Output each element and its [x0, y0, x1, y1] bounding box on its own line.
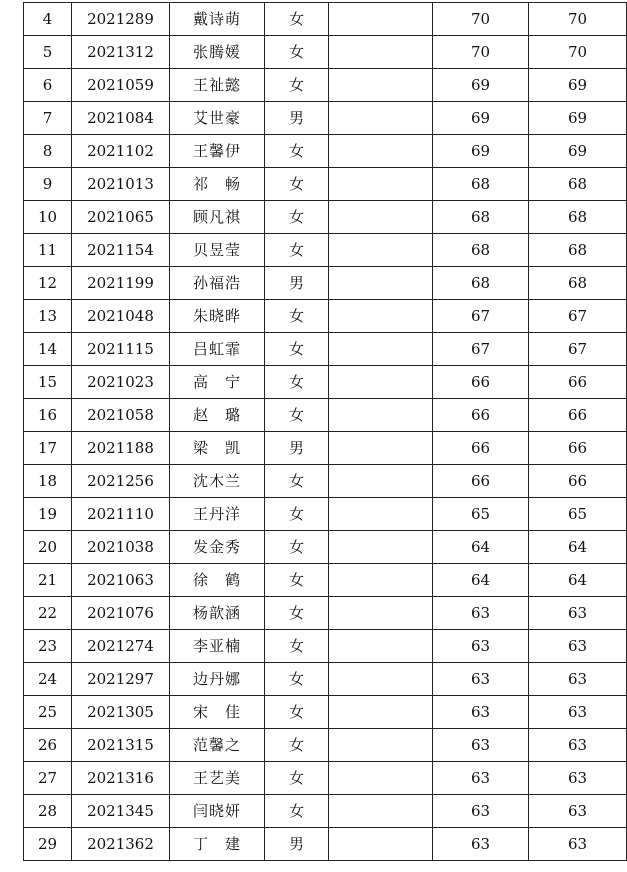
- cell-seq-no: 20: [24, 531, 72, 564]
- cell-name: 边丹娜: [170, 663, 265, 696]
- cell-seq-no: 6: [24, 69, 72, 102]
- cell-seq-no: 18: [24, 465, 72, 498]
- table-row: [24, 564, 627, 597]
- table-row: [24, 333, 627, 366]
- cell-gender: 女: [265, 630, 329, 663]
- cell-gender: 女: [265, 3, 329, 36]
- cell-student-id: 2021362: [72, 828, 170, 861]
- cell-name: 发金秀: [170, 531, 265, 564]
- cell-seq-no: 17: [24, 432, 72, 465]
- cell-total-score: 68: [529, 234, 627, 267]
- cell-score: 64: [433, 531, 529, 564]
- table-row: [24, 234, 627, 267]
- cell-student-id: 2021023: [72, 366, 170, 399]
- cell-score: 69: [433, 135, 529, 168]
- cell-score: 63: [433, 729, 529, 762]
- table-row: [24, 36, 627, 69]
- table-row: [24, 729, 627, 762]
- cell-gender: 女: [265, 564, 329, 597]
- cell-gender: 女: [265, 696, 329, 729]
- cell-seq-no: 14: [24, 333, 72, 366]
- cell-score: 66: [433, 432, 529, 465]
- cell-total-score: 63: [529, 630, 627, 663]
- cell-blank: [329, 465, 433, 498]
- cell-name: 王艺美: [170, 762, 265, 795]
- cell-student-id: 2021076: [72, 597, 170, 630]
- cell-name: 沈木兰: [170, 465, 265, 498]
- cell-blank: [329, 168, 433, 201]
- cell-gender: 女: [265, 135, 329, 168]
- cell-student-id: 2021058: [72, 399, 170, 432]
- cell-name: 王祉懿: [170, 69, 265, 102]
- cell-student-id: 2021110: [72, 498, 170, 531]
- cell-blank: [329, 729, 433, 762]
- cell-gender: 女: [265, 498, 329, 531]
- cell-gender: 男: [265, 828, 329, 861]
- score-table-body: [24, 3, 627, 861]
- cell-blank: [329, 630, 433, 663]
- table-row: [24, 3, 627, 36]
- cell-student-id: 2021297: [72, 663, 170, 696]
- table-row: [24, 267, 627, 300]
- cell-blank: [329, 597, 433, 630]
- cell-student-id: 2021084: [72, 102, 170, 135]
- table-row: [24, 531, 627, 564]
- table-row: [24, 498, 627, 531]
- cell-score: 67: [433, 300, 529, 333]
- cell-total-score: 69: [529, 135, 627, 168]
- cell-student-id: 2021059: [72, 69, 170, 102]
- cell-blank: [329, 69, 433, 102]
- cell-name: 戴诗萌: [170, 3, 265, 36]
- cell-student-id: 2021315: [72, 729, 170, 762]
- cell-score: 63: [433, 795, 529, 828]
- table-row: [24, 432, 627, 465]
- cell-student-id: 2021312: [72, 36, 170, 69]
- cell-gender: 女: [265, 465, 329, 498]
- cell-seq-no: 16: [24, 399, 72, 432]
- cell-gender: 女: [265, 300, 329, 333]
- cell-score: 70: [433, 36, 529, 69]
- cell-blank: [329, 696, 433, 729]
- cell-student-id: 2021065: [72, 201, 170, 234]
- cell-total-score: 67: [529, 333, 627, 366]
- cell-student-id: 2021038: [72, 531, 170, 564]
- cell-seq-no: 11: [24, 234, 72, 267]
- cell-blank: [329, 267, 433, 300]
- cell-seq-no: 7: [24, 102, 72, 135]
- cell-student-id: 2021048: [72, 300, 170, 333]
- cell-student-id: 2021289: [72, 3, 170, 36]
- cell-total-score: 67: [529, 300, 627, 333]
- cell-score: 63: [433, 762, 529, 795]
- cell-name: 艾世豪: [170, 102, 265, 135]
- cell-score: 68: [433, 168, 529, 201]
- cell-seq-no: 26: [24, 729, 72, 762]
- cell-total-score: 63: [529, 597, 627, 630]
- cell-seq-no: 4: [24, 3, 72, 36]
- cell-score: 66: [433, 366, 529, 399]
- cell-blank: [329, 399, 433, 432]
- cell-name: 徐 鹤: [170, 564, 265, 597]
- cell-total-score: 66: [529, 366, 627, 399]
- cell-total-score: 66: [529, 465, 627, 498]
- cell-score: 63: [433, 597, 529, 630]
- cell-total-score: 68: [529, 201, 627, 234]
- cell-student-id: 2021199: [72, 267, 170, 300]
- score-table: [23, 2, 627, 861]
- cell-total-score: 66: [529, 432, 627, 465]
- cell-score: 69: [433, 102, 529, 135]
- cell-total-score: 70: [529, 36, 627, 69]
- cell-score: 63: [433, 696, 529, 729]
- cell-gender: 女: [265, 333, 329, 366]
- table-row: [24, 663, 627, 696]
- cell-total-score: 63: [529, 795, 627, 828]
- cell-gender: 女: [265, 36, 329, 69]
- table-row: [24, 828, 627, 861]
- cell-score: 69: [433, 69, 529, 102]
- cell-name: 朱晓晔: [170, 300, 265, 333]
- cell-seq-no: 19: [24, 498, 72, 531]
- cell-name: 杨歆涵: [170, 597, 265, 630]
- cell-blank: [329, 201, 433, 234]
- cell-blank: [329, 102, 433, 135]
- cell-gender: 女: [265, 69, 329, 102]
- cell-seq-no: 24: [24, 663, 72, 696]
- cell-name: 闫晓妍: [170, 795, 265, 828]
- cell-gender: 女: [265, 795, 329, 828]
- cell-total-score: 63: [529, 696, 627, 729]
- cell-blank: [329, 795, 433, 828]
- cell-name: 顾凡祺: [170, 201, 265, 234]
- cell-gender: 女: [265, 366, 329, 399]
- cell-total-score: 63: [529, 663, 627, 696]
- cell-student-id: 2021316: [72, 762, 170, 795]
- cell-score: 68: [433, 201, 529, 234]
- cell-gender: 女: [265, 201, 329, 234]
- cell-blank: [329, 498, 433, 531]
- cell-name: 王馨伊: [170, 135, 265, 168]
- cell-student-id: 2021013: [72, 168, 170, 201]
- cell-total-score: 63: [529, 828, 627, 861]
- cell-name: 梁 凯: [170, 432, 265, 465]
- cell-total-score: 68: [529, 267, 627, 300]
- cell-seq-no: 10: [24, 201, 72, 234]
- cell-total-score: 69: [529, 102, 627, 135]
- cell-blank: [329, 135, 433, 168]
- cell-blank: [329, 366, 433, 399]
- table-row: [24, 69, 627, 102]
- cell-name: 张腾媛: [170, 36, 265, 69]
- cell-name: 贝昱莹: [170, 234, 265, 267]
- cell-name: 赵 璐: [170, 399, 265, 432]
- cell-seq-no: 25: [24, 696, 72, 729]
- cell-blank: [329, 564, 433, 597]
- cell-blank: [329, 36, 433, 69]
- cell-student-id: 2021115: [72, 333, 170, 366]
- cell-gender: 女: [265, 399, 329, 432]
- cell-name: 高 宁: [170, 366, 265, 399]
- cell-gender: 男: [265, 432, 329, 465]
- cell-blank: [329, 663, 433, 696]
- cell-total-score: 66: [529, 399, 627, 432]
- cell-seq-no: 15: [24, 366, 72, 399]
- cell-seq-no: 13: [24, 300, 72, 333]
- cell-gender: 女: [265, 531, 329, 564]
- cell-seq-no: 12: [24, 267, 72, 300]
- cell-name: 孙福浩: [170, 267, 265, 300]
- table-row: [24, 795, 627, 828]
- cell-total-score: 64: [529, 531, 627, 564]
- cell-student-id: 2021305: [72, 696, 170, 729]
- cell-student-id: 2021188: [72, 432, 170, 465]
- cell-score: 63: [433, 630, 529, 663]
- cell-score: 66: [433, 465, 529, 498]
- cell-seq-no: 23: [24, 630, 72, 663]
- cell-blank: [329, 531, 433, 564]
- cell-name: 宋 佳: [170, 696, 265, 729]
- cell-score: 66: [433, 399, 529, 432]
- table-row: [24, 597, 627, 630]
- cell-name: 祁 畅: [170, 168, 265, 201]
- table-row: [24, 399, 627, 432]
- cell-gender: 女: [265, 762, 329, 795]
- cell-name: 吕虹霏: [170, 333, 265, 366]
- cell-score: 63: [433, 828, 529, 861]
- cell-gender: 男: [265, 267, 329, 300]
- cell-score: 64: [433, 564, 529, 597]
- cell-gender: 女: [265, 597, 329, 630]
- cell-student-id: 2021256: [72, 465, 170, 498]
- cell-blank: [329, 432, 433, 465]
- cell-score: 70: [433, 3, 529, 36]
- cell-name: 李亚楠: [170, 630, 265, 663]
- cell-total-score: 70: [529, 3, 627, 36]
- cell-total-score: 63: [529, 762, 627, 795]
- cell-score: 68: [433, 267, 529, 300]
- cell-seq-no: 9: [24, 168, 72, 201]
- cell-seq-no: 21: [24, 564, 72, 597]
- cell-gender: 女: [265, 729, 329, 762]
- cell-total-score: 63: [529, 729, 627, 762]
- cell-score: 68: [433, 234, 529, 267]
- cell-total-score: 69: [529, 69, 627, 102]
- cell-seq-no: 5: [24, 36, 72, 69]
- cell-score: 67: [433, 333, 529, 366]
- cell-seq-no: 27: [24, 762, 72, 795]
- cell-seq-no: 8: [24, 135, 72, 168]
- table-row: [24, 366, 627, 399]
- table-row: [24, 300, 627, 333]
- cell-blank: [329, 828, 433, 861]
- cell-gender: 女: [265, 234, 329, 267]
- cell-seq-no: 22: [24, 597, 72, 630]
- cell-total-score: 68: [529, 168, 627, 201]
- cell-student-id: 2021345: [72, 795, 170, 828]
- cell-name: 丁 建: [170, 828, 265, 861]
- cell-gender: 女: [265, 663, 329, 696]
- table-row: [24, 630, 627, 663]
- table-row: [24, 168, 627, 201]
- cell-seq-no: 29: [24, 828, 72, 861]
- cell-name: 范馨之: [170, 729, 265, 762]
- table-row: [24, 135, 627, 168]
- cell-student-id: 2021102: [72, 135, 170, 168]
- cell-student-id: 2021063: [72, 564, 170, 597]
- table-row: [24, 102, 627, 135]
- cell-total-score: 65: [529, 498, 627, 531]
- cell-blank: [329, 762, 433, 795]
- table-row: [24, 696, 627, 729]
- cell-student-id: 2021154: [72, 234, 170, 267]
- cell-total-score: 64: [529, 564, 627, 597]
- cell-seq-no: 28: [24, 795, 72, 828]
- cell-blank: [329, 234, 433, 267]
- cell-name: 王丹洋: [170, 498, 265, 531]
- cell-gender: 女: [265, 168, 329, 201]
- cell-score: 63: [433, 663, 529, 696]
- cell-score: 65: [433, 498, 529, 531]
- cell-gender: 男: [265, 102, 329, 135]
- cell-blank: [329, 300, 433, 333]
- table-row: [24, 201, 627, 234]
- cell-blank: [329, 333, 433, 366]
- table-row: [24, 762, 627, 795]
- cell-student-id: 2021274: [72, 630, 170, 663]
- cell-blank: [329, 3, 433, 36]
- table-row: [24, 465, 627, 498]
